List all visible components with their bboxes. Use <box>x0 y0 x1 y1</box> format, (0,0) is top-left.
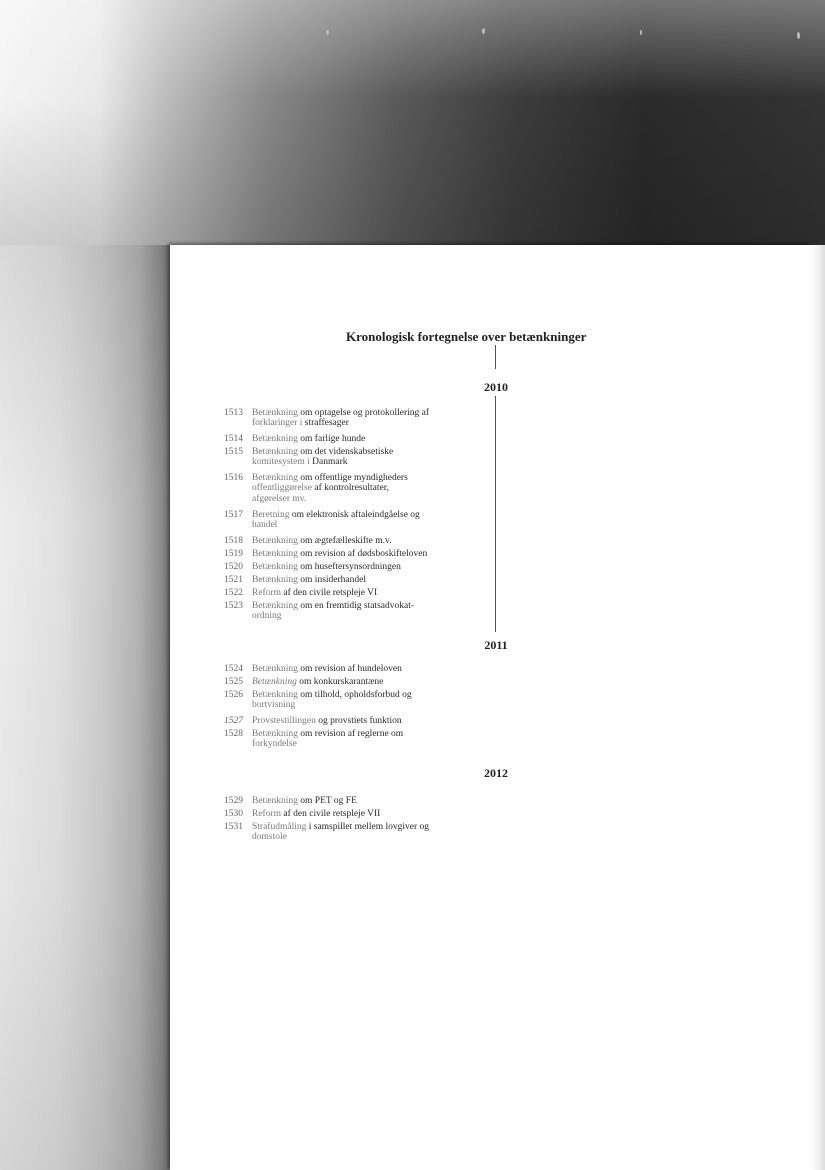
entry-text: om revision af hundeloven <box>300 664 402 674</box>
list-item <box>224 510 484 531</box>
timeline-line <box>495 345 496 369</box>
entry-lead: Betænkning <box>252 562 298 572</box>
entry-text-cont: afgørelser mv. <box>252 493 307 504</box>
entry-lead: Betænkning <box>252 677 297 687</box>
entry-text: om en fremtidig statsadvokat- <box>300 601 415 611</box>
year-heading-2010: 2010 <box>484 380 508 394</box>
entry-number: 1527 <box>224 716 243 726</box>
timeline-line <box>495 396 496 632</box>
entry-number: 1530 <box>224 809 243 819</box>
page-title: Kronologisk fortegnelse over betænkninger <box>346 329 587 344</box>
entry-lead: Betænkning <box>252 473 298 483</box>
entry-number: 1514 <box>224 434 243 444</box>
entry-text-cont: Danmark <box>312 457 348 468</box>
list-item <box>224 729 484 750</box>
entry-number: 1520 <box>224 562 243 572</box>
entry-text-cont: offentliggørelse <box>252 483 312 494</box>
scan-left-margin <box>0 245 170 1170</box>
entry-text: om revision af reglerne om <box>300 729 404 739</box>
entry-text: om farlige hunde <box>300 434 366 444</box>
entry-number: 1526 <box>224 690 243 700</box>
entry-text: om konkurskarantæne <box>299 677 384 687</box>
list-item <box>224 575 484 585</box>
list-item <box>224 690 484 711</box>
list-item <box>224 549 484 559</box>
scan-dark-top-area <box>0 0 825 245</box>
entry-number: 1523 <box>224 601 243 611</box>
scan-speck <box>326 30 329 35</box>
entry-lead: Strafudmåling <box>252 822 307 832</box>
list-item <box>224 822 484 843</box>
entry-number: 1513 <box>224 408 243 418</box>
entry-number: 1516 <box>224 473 243 483</box>
entry-text: om insiderhandel <box>300 575 366 585</box>
entry-number: 1519 <box>224 549 243 559</box>
list-item <box>224 601 484 622</box>
entry-lead: Betænkning <box>252 575 298 585</box>
list-item <box>224 588 484 598</box>
entry-number: 1524 <box>224 664 243 674</box>
scan-speck <box>797 32 800 39</box>
entry-text: i samspillet mellem lovgiver og <box>308 822 430 832</box>
entry-text: om PET og FE <box>300 796 357 806</box>
scan-speck <box>482 28 485 34</box>
list-item <box>224 716 484 726</box>
entry-number: 1531 <box>224 822 243 832</box>
list-item <box>224 473 484 504</box>
entry-number: 1517 <box>224 510 243 520</box>
list-item <box>224 796 484 806</box>
entry-lead: Betænkning <box>252 664 298 674</box>
entry-text-cont: straffesager <box>304 418 349 429</box>
list-item <box>224 677 484 687</box>
entry-lead: Betænkning <box>252 601 298 611</box>
entry-text: om ægtefælleskifte m.v. <box>300 536 392 546</box>
entry-lead: Betænkning <box>252 796 298 806</box>
entry-text: og provstiets funktion <box>318 716 402 726</box>
entry-text: om det videnskabsetiske <box>300 447 394 457</box>
entry-text-cont: domstole <box>252 832 287 843</box>
entry-lead: Betænkning <box>252 408 298 418</box>
entry-text-cont: handel <box>252 520 278 531</box>
entry-number: 1529 <box>224 796 243 806</box>
list-item <box>224 447 484 468</box>
entry-text-cont: forkyndelse <box>252 739 297 750</box>
entry-text-cont: bortvisning <box>252 700 296 711</box>
entry-number: 1521 <box>224 575 243 585</box>
entry-lead: Provstestillingen <box>252 716 316 726</box>
entry-number: 1515 <box>224 447 243 457</box>
list-item <box>224 536 484 546</box>
year-heading-2011: 2011 <box>484 638 508 652</box>
list-item <box>224 434 484 444</box>
entry-number: 1525 <box>224 677 243 687</box>
entry-text: om tilhold, opholdsforbud og <box>300 690 412 700</box>
entry-text: om offentlige myndigheders <box>300 473 408 483</box>
list-item <box>224 809 484 819</box>
entry-lead: Betænkning <box>252 434 298 444</box>
year-heading-2012: 2012 <box>484 766 508 780</box>
entry-lead: Betænkning <box>252 536 298 546</box>
entry-text-cont: komitesystem i <box>252 457 310 468</box>
scan-speck <box>640 30 642 35</box>
list-item <box>224 664 484 674</box>
entry-text-cont: ordning <box>252 611 282 622</box>
entry-lead: Betænkning <box>252 729 298 739</box>
entry-text: af den civile retspleje VI <box>283 588 378 598</box>
scan-right-edge <box>811 245 825 1170</box>
entry-lead: Betænkning <box>252 690 298 700</box>
entry-text: om elektronisk aftaleindgåelse og <box>291 510 420 520</box>
entry-number: 1522 <box>224 588 243 598</box>
entry-number: 1518 <box>224 536 243 546</box>
entry-lead: Betænkning <box>252 447 298 457</box>
entry-text: om huseftersynsordningen <box>300 562 401 572</box>
entry-lead: Betænkning <box>252 549 298 559</box>
list-item <box>224 408 484 429</box>
entry-text: om revision af dødsboskifteloven <box>300 549 428 559</box>
entry-lead: Reform <box>252 588 282 598</box>
entry-text: af den civile retspleje VII <box>283 809 381 819</box>
entry-text-cont: forklaringer i <box>252 418 303 429</box>
entry-lead: Beretning <box>252 510 290 520</box>
list-item <box>224 562 484 572</box>
entry-number: 1528 <box>224 729 243 739</box>
entry-text: om optagelse og protokollering af <box>300 408 430 418</box>
entry-text-cont: af kontrolresultater, <box>314 483 389 494</box>
entry-lead: Reform <box>252 809 282 819</box>
